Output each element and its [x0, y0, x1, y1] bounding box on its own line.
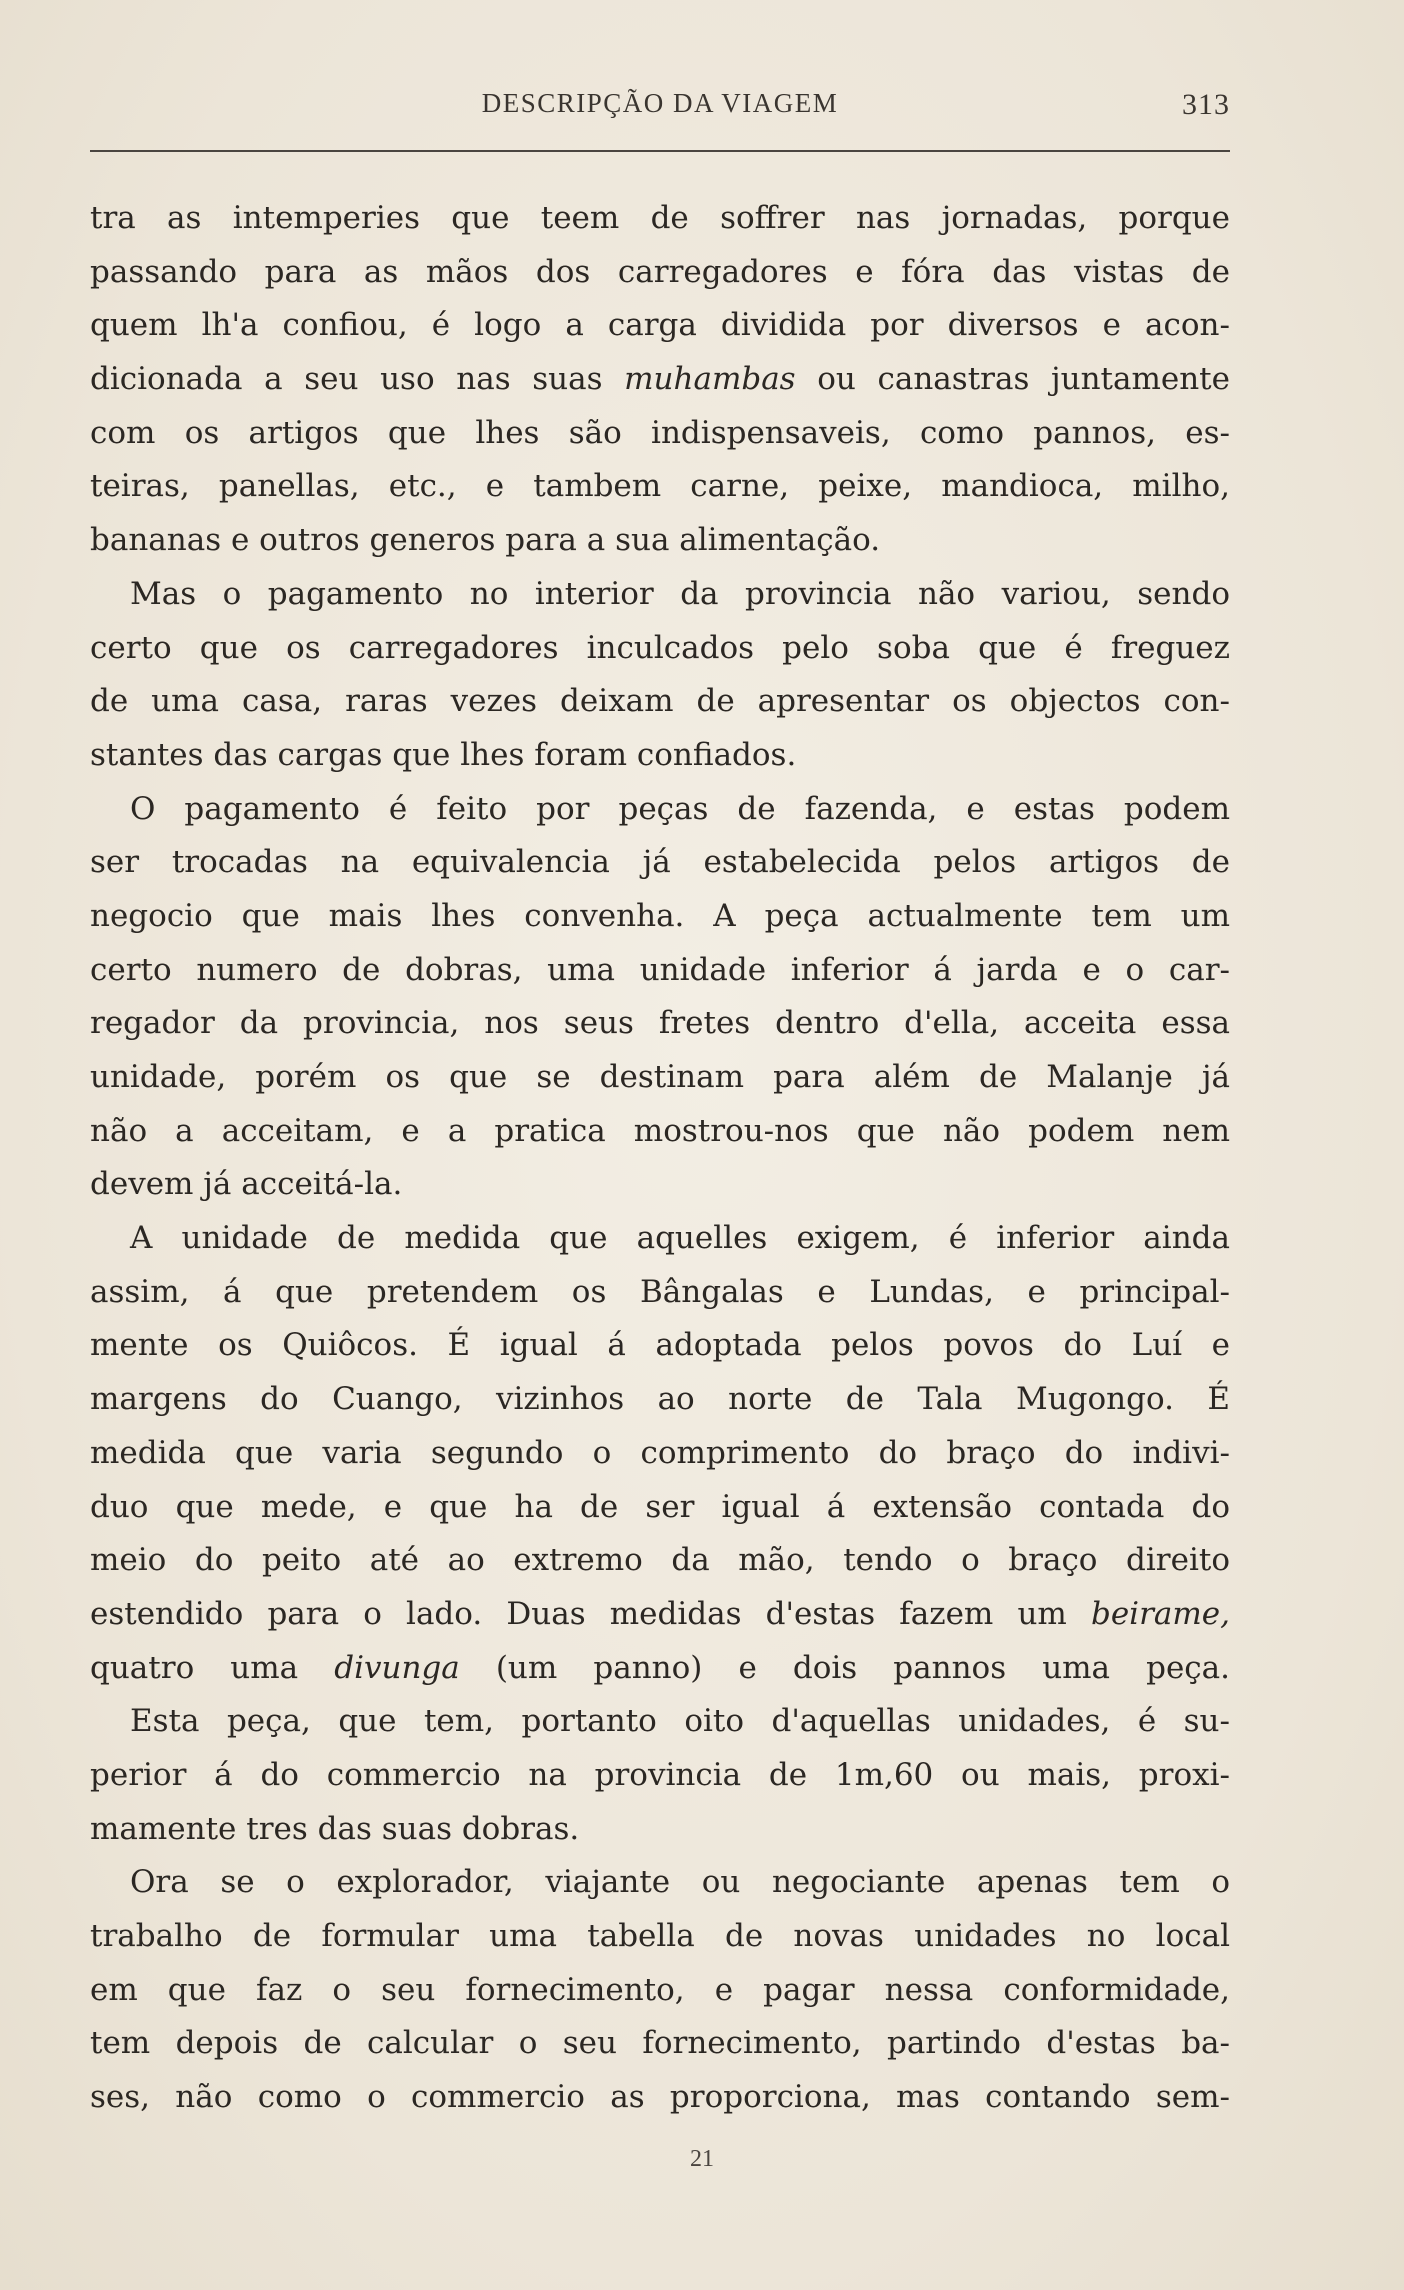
text-line	[90, 1534, 1230, 1588]
line-text: passando para as mãos dos carregadores e fóra das vistas de	[90, 253, 1230, 290]
text-line	[90, 997, 1230, 1051]
line-text: não a acceitam, e a pratica mostrou-nos que não podem nem	[90, 1112, 1230, 1149]
italic-term: divunga	[334, 1649, 460, 1686]
text-line	[90, 1105, 1230, 1159]
line-text: mente os Quiôcos. É igual á adoptada pelos povos do Luí e	[90, 1327, 1230, 1364]
italic-term: muhambas	[624, 361, 796, 398]
text-line	[90, 1481, 1230, 1535]
line-text-before: dicionada a seu uso nas suas	[90, 361, 625, 398]
line-text: certo que os carregadores inculcados pelo soba que é freguez	[90, 629, 1230, 666]
text-line	[90, 1803, 1230, 1857]
text-line	[90, 192, 1230, 246]
line-text: com os artigos que lhes são indispensaveis, como pannos, es-	[90, 414, 1230, 451]
line-text: Ora se o explorador, viajante ou negociante apenas tem o	[130, 1864, 1230, 1901]
line-text: trabalho de formular uma tabella de novas unidades no local	[90, 1918, 1230, 1954]
text-line	[90, 836, 1230, 890]
text-line	[90, 246, 1230, 300]
italic-term: beirame,	[1090, 1595, 1230, 1632]
text-line	[90, 1266, 1230, 1320]
text-line	[90, 729, 1230, 783]
text-line	[90, 1319, 1230, 1373]
line-text: bananas e outros generos para a sua alimentação.	[90, 522, 881, 559]
line-text: tem depois de calcular o seu fornecimento, partindo d'estas ba-	[90, 2025, 1230, 2062]
text-line	[90, 1427, 1230, 1481]
line-text: A unidade de medida que aquelles exigem, é inferior ainda	[130, 1220, 1230, 1257]
line-text: tra as intemperies que teem de soffrer nas jornadas, porque	[90, 200, 1230, 236]
line-text: negocio que mais lhes convenha. A peça actualmente tem um	[90, 897, 1230, 934]
text-line	[90, 1373, 1230, 1427]
text-line	[90, 568, 1230, 622]
line-text-before: quatro uma	[90, 1649, 335, 1686]
line-text: unidade, porém os que se destinam para além de Malanje já	[90, 1059, 1230, 1095]
line-text: de uma casa, raras vezes deixam de apresentar os objectos con-	[90, 683, 1230, 720]
line-text: Mas o pagamento no interior da provincia não variou, sendo	[130, 575, 1230, 612]
text-line	[90, 2017, 1230, 2071]
text-line	[90, 407, 1230, 461]
text-line	[90, 783, 1230, 837]
line-text: ses, não como o commercio as proporciona, mas contando sem-	[90, 2079, 1230, 2116]
text-line	[90, 460, 1230, 514]
text-line	[90, 514, 1230, 568]
running-title: DESCRIPÇÃO DA VIAGEM	[481, 88, 839, 118]
line-text-after: ou canastras juntamente	[795, 361, 1230, 398]
text-line	[90, 1588, 1230, 1642]
line-text: meio do peito até ao extremo da mão, tendo o braço direito	[90, 1542, 1230, 1579]
text-line	[90, 944, 1230, 998]
page-number: 313	[1182, 88, 1230, 121]
header-rule	[90, 150, 1230, 152]
line-text: margens do Cuango, vizinhos ao norte de Tala Mugongo. É	[90, 1381, 1230, 1418]
text-line	[90, 2071, 1230, 2125]
line-text: certo numero de dobras, uma unidade inferior á jarda e o car-	[90, 951, 1230, 988]
line-text-before: estendido para o lado. Duas medidas d'estas fazem um	[90, 1595, 1091, 1632]
text-line	[90, 1158, 1230, 1212]
signature-mark: 21	[690, 2146, 714, 2172]
text-line	[90, 1212, 1230, 1266]
text-line	[90, 622, 1230, 676]
line-text: teiras, panellas, etc., e tambem carne, peixe, mandioca, milho,	[90, 468, 1230, 505]
line-text: devem já acceitá-la.	[90, 1166, 403, 1203]
line-text: assim, á que pretendem os Bângalas e Lundas, e principal-	[90, 1273, 1230, 1310]
running-head	[90, 88, 1230, 132]
text-line	[90, 675, 1230, 729]
line-text: em que faz o seu fornecimento, e pagar nessa conformidade,	[90, 1971, 1230, 2008]
line-text: mamente tres das suas dobras.	[90, 1810, 580, 1847]
line-text: duo que mede, e que ha de ser igual á extensão contada do	[90, 1488, 1230, 1525]
text-line	[90, 890, 1230, 944]
text-line	[90, 353, 1230, 407]
text-line	[90, 1051, 1230, 1105]
line-text: perior á do commercio na provincia de 1m,60 ou mais, proxi-	[90, 1756, 1230, 1793]
line-text: Esta peça, que tem, portanto oito d'aquellas unidades, é su-	[130, 1703, 1230, 1740]
text-line	[90, 1695, 1230, 1749]
line-text: O pagamento é feito por peças de fazenda, e estas podem	[130, 790, 1230, 827]
text-line	[90, 1642, 1230, 1696]
text-line	[90, 1749, 1230, 1803]
line-text: ser trocadas na equivalencia já estabelecida pelos artigos de	[90, 844, 1230, 881]
text-line	[90, 299, 1230, 353]
text-line	[90, 1856, 1230, 1910]
line-text: quem lh'a confiou, é logo a carga dividida por diversos e acon-	[90, 307, 1230, 344]
line-text: regador da provincia, nos seus fretes dentro d'ella, acceita essa	[90, 1005, 1230, 1042]
text-line	[90, 1964, 1230, 2018]
body-text	[90, 192, 1230, 2125]
text-line	[90, 1910, 1230, 1964]
line-text-after: (um panno) e dois pannos uma peça.	[459, 1649, 1230, 1686]
line-text: medida que varia segundo o comprimento do braço do indivi-	[90, 1434, 1230, 1471]
line-text: stantes das cargas que lhes foram confiados.	[90, 736, 797, 773]
